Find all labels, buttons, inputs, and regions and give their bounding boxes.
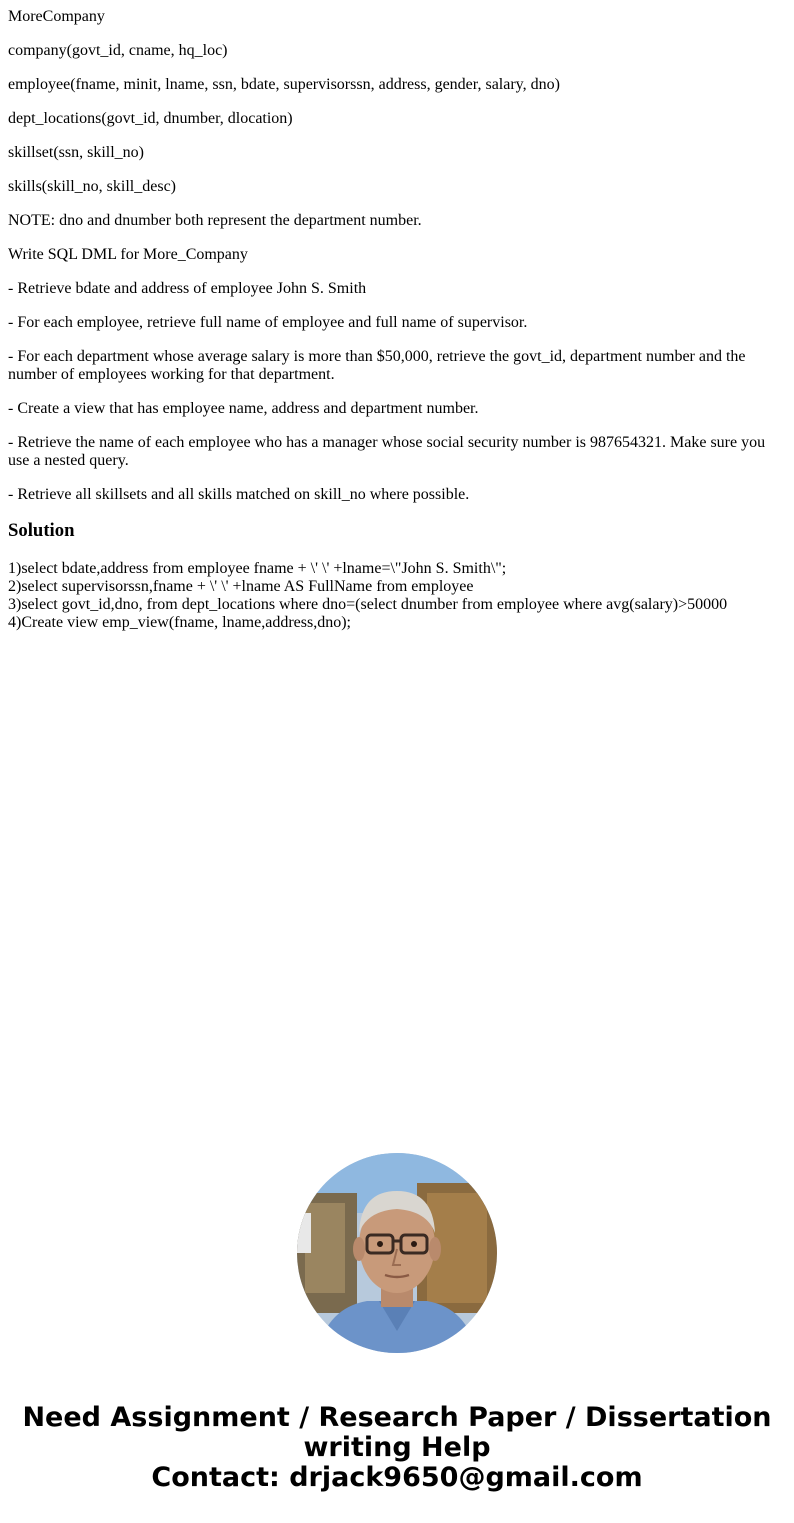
task-intro: Write SQL DML for More_Company (8, 246, 248, 263)
schema-skillset: skillset(ssn, skill_no) (8, 144, 145, 161)
schema-company: company(govt_id, cname, hq_loc) (8, 42, 228, 59)
solution-block (8, 560, 786, 632)
document-title: MoreCompany (8, 8, 105, 25)
task-item: - For each employee, retrieve full name of employee and full name of supervisor. (8, 314, 528, 331)
schema-skills: skills(skill_no, skill_desc) (8, 178, 176, 195)
task-item: - Create a view that has employee name, address and department number. (8, 400, 479, 417)
document-body (8, 0, 786, 632)
solution-line: 4)Create view emp_view(fname, lname,address,dno); (8, 614, 351, 631)
solution-line: 2)select supervisorssn,fname + \' \' +lname AS FullName from employee (8, 578, 474, 595)
task-item: - Retrieve bdate and address of employee John S. Smith (8, 280, 367, 297)
task-item: - For each department whose average salary is more than $50,000, retrieve the govt_id, department number and the number of employees working for that department. (8, 348, 746, 383)
schema-dept-locations: dept_locations(govt_id, dnumber, dlocation) (8, 110, 293, 127)
note-text: NOTE: dno and dnumber both represent the department number. (8, 212, 422, 229)
solution-line: 1)select bdate,address from employee fname + \' \' +lname=\"John S. Smith\"; (8, 560, 507, 577)
footer-contact: Contact: drjack9650@gmail.com (151, 1462, 643, 1493)
footer-line: Need Assignment / Research Paper / Dissertation (22, 1402, 772, 1433)
task-item: - Retrieve all skillsets and all skills matched on skill_no where possible. (8, 486, 470, 503)
avatar-portrait (297, 1153, 497, 1353)
solution-line: 3)select govt_id,dno, from dept_locations where dno=(select dnumber from employee where avg(salary)>50000 (8, 596, 728, 613)
avatar (297, 1153, 497, 1353)
task-item: - Retrieve the name of each employee who has a manager whose social security number is 987654321. Make sure you use a nested query. (8, 434, 766, 469)
footer-banner (0, 1403, 794, 1493)
solution-heading: Solution (8, 520, 75, 541)
footer-line: writing Help (303, 1432, 491, 1463)
schema-employee: employee(fname, minit, lname, ssn, bdate, supervisorssn, address, gender, salary, dno) (8, 76, 560, 93)
